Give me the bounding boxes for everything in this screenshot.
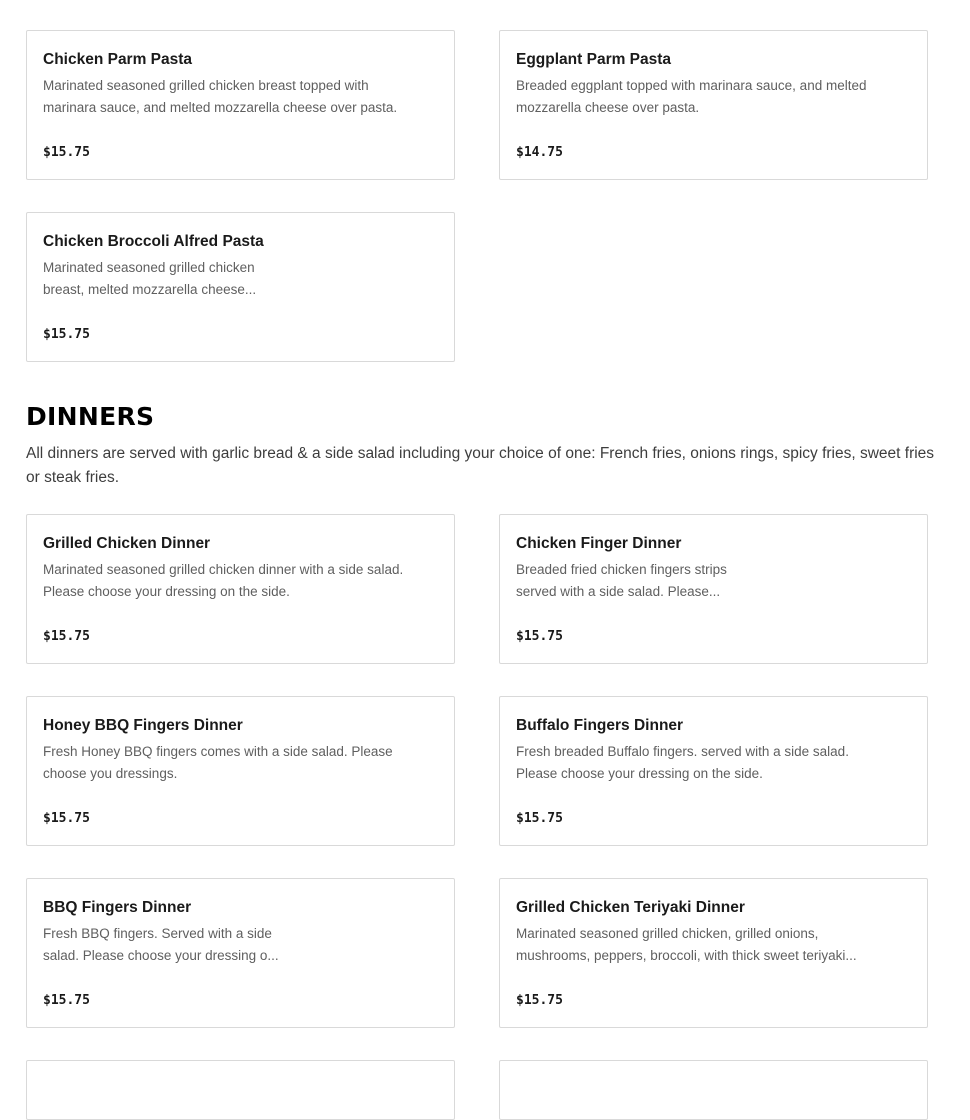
menu-item-price: $15.75 <box>516 629 563 644</box>
menu-item-description: Marinated seasoned grilled chicken breast topped with marinara sauce, and melted mozzarella cheese over pasta. <box>43 78 398 115</box>
menu-item-name: Buffalo Fingers Dinner <box>516 717 684 734</box>
menu-item-card[interactable] <box>26 30 455 180</box>
menu-item-price: $15.75 <box>43 629 90 644</box>
menu-item-description: Fresh BBQ fingers. Served with a side salad. Please choose your dressing o... <box>43 926 279 963</box>
menu-item-card[interactable] <box>499 878 928 1028</box>
menu-item-price: $15.75 <box>516 811 563 826</box>
menu-item-price: $15.75 <box>43 993 90 1008</box>
menu-item-name: Chicken Parm Pasta <box>43 51 193 68</box>
menu-item-description: Breaded eggplant topped with marinara sauce, and melted mozzarella cheese over pasta. <box>516 78 867 115</box>
menu-item-card[interactable] <box>26 514 455 664</box>
menu-item-price: $15.75 <box>43 811 90 826</box>
menu-item-description: Marinated seasoned grilled chicken dinner with a side salad. Please choose your dressing on the side. <box>43 562 404 599</box>
menu-item-name: BBQ Fingers Dinner <box>43 899 192 916</box>
menu-item-card[interactable] <box>499 514 928 664</box>
menu-item-card[interactable] <box>26 212 455 362</box>
menu-item-description: Marinated seasoned grilled chicken breast, melted mozzarella cheese... <box>43 260 257 297</box>
section-description: All dinners are served with garlic bread & a side salad including your choice of one: French fries, onions rings, spicy fries, sweet fries or steak fries. <box>26 445 935 486</box>
menu-item-description: Fresh breaded Buffalo fingers. served with a side salad. Please choose your dressing on the side. <box>516 744 849 781</box>
menu-item-price: $15.75 <box>516 993 563 1008</box>
menu-item-name: Chicken Broccoli Alfred Pasta <box>43 233 264 250</box>
menu-item-name: Chicken Finger Dinner <box>516 535 682 552</box>
menu-item-card[interactable] <box>499 1060 928 1120</box>
menu-item-price: $14.75 <box>516 145 563 160</box>
menu-item-name: Grilled Chicken Teriyaki Dinner <box>516 899 745 916</box>
menu-item-card[interactable] <box>26 1060 455 1120</box>
menu-item-name: Honey BBQ Fingers Dinner <box>43 717 243 734</box>
menu-item-name: Grilled Chicken Dinner <box>43 535 211 552</box>
menu-item-description: Marinated seasoned grilled chicken, grilled onions, mushrooms, peppers, broccoli, with thick sweet teriyaki... <box>516 926 857 963</box>
menu-item-price: $15.75 <box>43 327 90 342</box>
menu-item-card[interactable] <box>499 30 928 180</box>
menu-item-price: $15.75 <box>43 145 90 160</box>
menu-item-name: Eggplant Parm Pasta <box>516 51 672 68</box>
menu-item-description: Breaded fried chicken fingers strips served with a side salad. Please... <box>516 562 727 599</box>
menu-item-card[interactable] <box>499 696 928 846</box>
menu-item-description: Fresh Honey BBQ fingers comes with a side salad. Please choose you dressings. <box>43 744 393 781</box>
section-title: DINNERS <box>26 402 155 431</box>
menu-item-card[interactable] <box>26 696 455 846</box>
menu-item-card[interactable] <box>26 878 455 1028</box>
